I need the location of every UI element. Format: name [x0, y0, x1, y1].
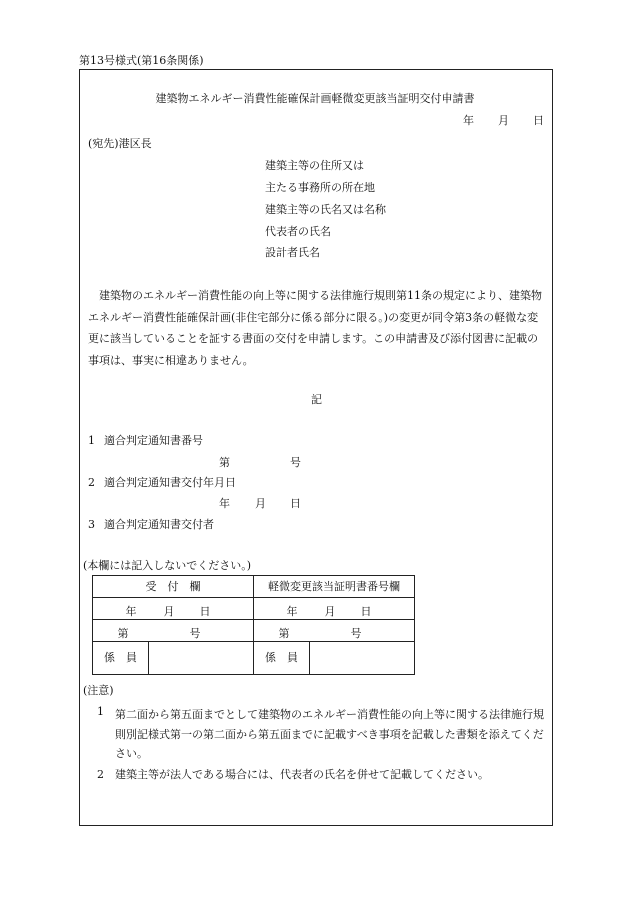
- date-day: 日: [533, 114, 544, 127]
- note-1-number: 1: [97, 705, 104, 718]
- reception-day: 日: [199, 604, 211, 618]
- representative-name-label: 代表者の氏名: [265, 225, 331, 238]
- certificate-number-cell: [254, 620, 415, 642]
- certificate-go: 号: [350, 626, 362, 640]
- item-2-month: 月: [255, 497, 266, 510]
- document-title: 建築物エネルギー消費性能確保計画軽微変更該当証明交付申請書: [155, 92, 475, 105]
- reception-staff-label: 係 員: [93, 642, 149, 675]
- item-1-dai: 第: [219, 456, 230, 469]
- item-1-go: 号: [290, 456, 301, 469]
- reception-staff-cell: [149, 642, 254, 675]
- reception-date-cell: [93, 598, 254, 620]
- date-month: 月: [498, 114, 509, 127]
- certificate-dai: 第: [278, 626, 290, 640]
- item-2-label: 適合判定通知書交付年月日: [104, 476, 236, 489]
- body-paragraph: 建築物のエネルギー消費性能の向上等に関する法律施行規則第11条の規定により、建築物エネルギー消費性能確保計画(非住宅部分に係る部分に限る。)の変更が同令第3条の軽微な変更に該当していることを証する書面の交付を申請します。この申請書及び添付図書に記載の事項は、事実に相違ありません。: [88, 289, 542, 367]
- ki-heading: 記: [311, 393, 322, 406]
- note-2-text: 建築主等が法人である場合には、代表者の氏名を併せて記載してください。: [115, 768, 489, 781]
- reception-year: 年: [125, 604, 137, 618]
- item-2-year: 年: [219, 497, 230, 510]
- note-2-number: 2: [97, 768, 104, 781]
- item-2-number: 2: [88, 476, 95, 489]
- form-number: 第13号様式(第16条関係): [79, 54, 204, 67]
- reception-dai: 第: [117, 626, 129, 640]
- reception-month: 月: [163, 604, 175, 618]
- item-1-number: 1: [88, 434, 95, 447]
- reception-number-cell: [93, 620, 254, 642]
- reception-go: 号: [189, 626, 201, 640]
- date-year: 年: [463, 114, 474, 127]
- office-use-table: [92, 575, 415, 675]
- certificate-date-cell: [254, 598, 415, 620]
- certificate-number-header: 軽微変更該当証明書番号欄: [254, 576, 415, 598]
- note-1-text: 第二面から第五面までとして建築物のエネルギー消費性能の向上等に関する法律施行規則別記様式第一の第二面から第五面までに記載すべき事項を記載した書類を添えてください。: [115, 708, 544, 760]
- designer-name-label: 設計者氏名: [265, 246, 320, 259]
- reception-header: 受 付 欄: [93, 576, 254, 598]
- certificate-day: 日: [360, 604, 372, 618]
- certificate-staff-cell: [310, 642, 415, 675]
- item-1-label: 適合判定通知書番号: [104, 434, 203, 447]
- certificate-month: 月: [324, 604, 336, 618]
- addressee: (宛先)港区長: [88, 137, 152, 150]
- notes-heading: (注意): [83, 684, 114, 697]
- applicant-address-label: 建築主等の住所又は: [265, 159, 364, 172]
- item-3-number: 3: [88, 518, 95, 531]
- item-3-label: 適合判定通知書交付者: [104, 518, 214, 531]
- office-use-note: (本欄には記入しないでください。): [83, 559, 252, 572]
- certificate-staff-label: 係 員: [254, 642, 310, 675]
- applicant-office-label: 主たる事務所の所在地: [265, 181, 375, 194]
- item-2-day: 日: [290, 497, 301, 510]
- certificate-year: 年: [286, 604, 298, 618]
- applicant-name-label: 建築主等の氏名又は名称: [265, 203, 386, 216]
